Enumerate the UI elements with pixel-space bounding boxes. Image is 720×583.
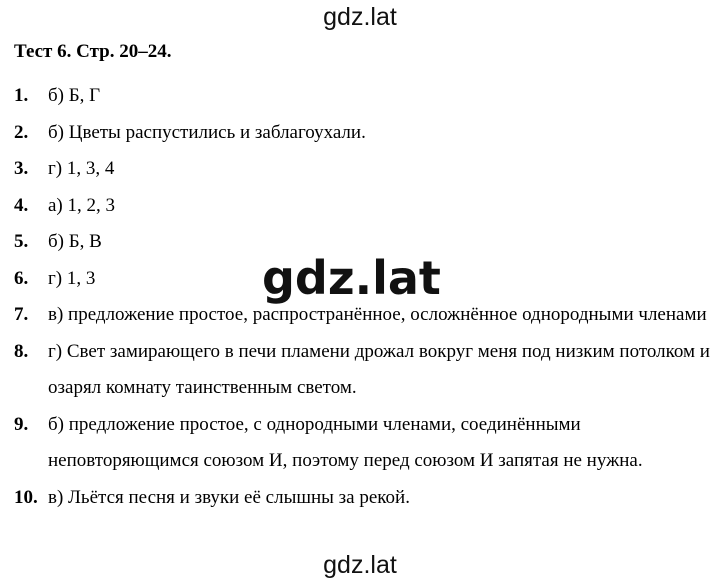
answer-text: г) Свет замирающего в печи пламени дрожал вокруг меня под низким потолком и озарял комнату таинственным светом.	[48, 340, 710, 398]
list-item	[14, 188, 714, 225]
answer-number: 9.	[14, 413, 29, 435]
answer-number: 2.	[14, 121, 29, 143]
answer-number: 6.	[14, 267, 29, 289]
answer-text: б) Б, Г	[48, 85, 101, 106]
list-item	[14, 115, 714, 152]
answer-number: 8.	[14, 340, 29, 362]
answer-text: а) 1, 2, 3	[48, 194, 116, 216]
watermark-top: gdz.lat	[323, 3, 397, 31]
list-item	[14, 334, 714, 407]
answer-text: г) 1, 3, 4	[48, 158, 115, 179]
answer-number: 5.	[14, 231, 29, 252]
answer-number: 10.	[14, 486, 38, 508]
answer-text: в) Льётся песня и звуки её слышны за рекой.	[48, 486, 410, 508]
answer-number: 3.	[14, 158, 29, 179]
answer-text: б) Цветы распустились и заблагоухали.	[48, 121, 366, 143]
answer-number: 7.	[14, 304, 29, 325]
watermark-center: gdz.lat	[262, 251, 441, 305]
list-item	[14, 151, 714, 188]
answer-number: 1.	[14, 85, 29, 106]
answer-text: г) 1, 3	[48, 267, 96, 289]
watermark-bottom: gdz.lat	[323, 551, 397, 579]
answer-number: 4.	[14, 194, 29, 216]
answer-text: б) предложение простое, с однородными членами, соединёнными неповторяющимся союзом И, поэтому перед союзом И запятая не нужна.	[48, 413, 643, 471]
list-item	[14, 480, 714, 517]
answer-text: б) Б, В	[48, 231, 102, 252]
list-item	[14, 78, 714, 115]
list-item	[14, 407, 714, 480]
answer-text: в) предложение простое, распространённое, осложнённое однородными членами	[48, 304, 707, 325]
page-title: Тест 6. Стр. 20–24.	[14, 41, 172, 62]
